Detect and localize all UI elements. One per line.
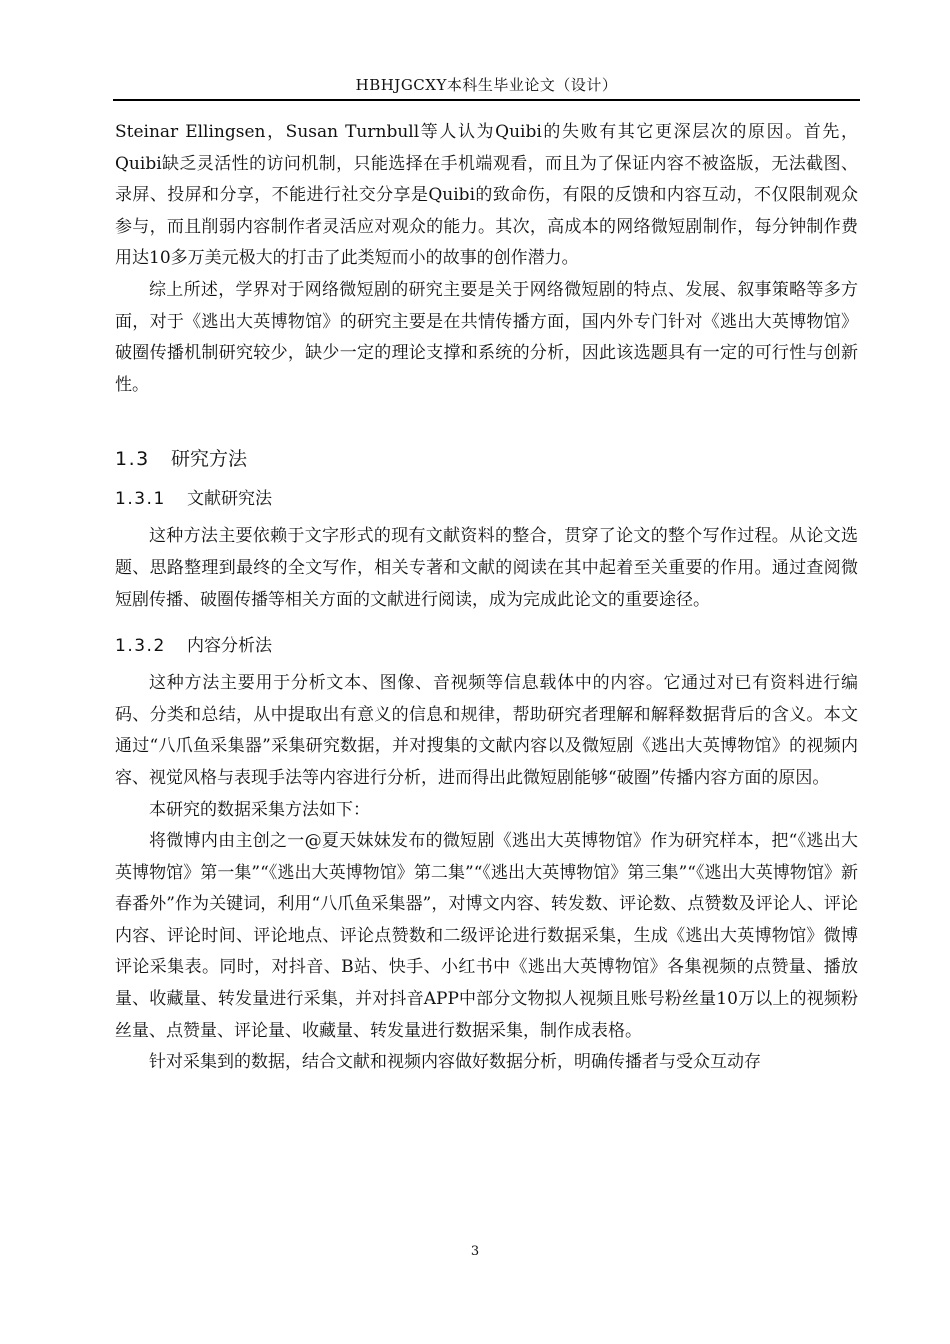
paragraph-data-collection-method: 将微博内由主创之一@夏天妹妹发布的微短剧《逃出大英博物馆》作为研究样本，把“《逃出大英博物馆》第一集”“《逃出大英博物馆》第二集”“《逃出大英博物馆》第三集”“《逃出大英博物馆》新春番外”作为关键词，利用“八爪鱼采集器”，对博文内容、转发数、评论数、点赞数及评论人、评论内容、评论时间、评论地点、评论点赞数和二级评论进行数据采集，生成《逃出大英博物馆》微博评论采集表。同时，对抖音、B站、快手、小红书中《逃出大英博物馆》各集视频的点赞量、播放量、收藏量、转发量进行采集，并对抖音APP中部分文物拟人视频且账号粉丝量10万以上的视频粉丝量、点赞量、评论量、收藏量、转发量进行数据采集，制作成表格。 bbox=[115, 831, 858, 1041]
subsection-heading-1-3-2 bbox=[115, 632, 858, 660]
section-heading-1-3 bbox=[115, 445, 858, 473]
page-content bbox=[115, 117, 858, 1079]
section-number: 1.3 bbox=[115, 448, 150, 471]
paragraph-data-collection-intro: 本研究的数据采集方法如下： bbox=[149, 799, 370, 820]
page-number: 3 bbox=[470, 1244, 480, 1259]
header-rule bbox=[113, 99, 860, 101]
section-title: 研究方法 bbox=[171, 448, 248, 471]
paragraph-literature-method: 这种方法主要依赖于文字形式的现有文献资料的整合，贯穿了论文的整个写作过程。从论文选题、思路整理到最终的全文写作，相关专著和文献的阅读在其中起着至关重要的作用。通过查阅微短剧传播、破圈传播等相关方面的文献进行阅读，成为完成此论文的重要途径。 bbox=[115, 526, 858, 610]
subsection-title: 内容分析法 bbox=[187, 636, 272, 657]
subsection-title: 文献研究法 bbox=[187, 489, 272, 510]
subsection-heading-1-3-1 bbox=[115, 485, 858, 513]
running-header: HBHJGCXY本科生毕业论文（设计） bbox=[355, 76, 618, 94]
paragraph-literature-summary: 综上所述，学界对于网络微短剧的研究主要是关于网络微短剧的特点、发展、叙事策略等多方面，对于《逃出大英博物馆》的研究主要是在共情传播方面，国内外专门针对《逃出大英博物馆》破圈传播机制研究较少，缺少一定的理论支撑和系统的分析，因此该选题具有一定的可行性与创新性。 bbox=[115, 279, 858, 395]
subsection-number: 1.3.2 bbox=[115, 636, 166, 657]
subsection-number: 1.3.1 bbox=[115, 489, 166, 510]
paragraph-content-analysis: 这种方法主要用于分析文本、图像、音视频等信息载体中的内容。它通过对已有资料进行编码、分类和总结，从中提取出有意义的信息和规律，帮助研究者理解和解释数据背后的含义。本文通过“八爪鱼采集器”采集研究数据，并对搜集的文献内容以及微短剧《逃出大英博物馆》的视频内容、视觉风格与表现手法等内容进行分析，进而得出此微短剧能够“破圈”传播内容方面的原因。 bbox=[115, 673, 858, 788]
paragraph-quibi-failure: Steinar Ellingsen，Susan Turnbull等人认为Quibi的失败有其它更深层次的原因。首先，Quibi缺乏灵活性的访问机制，只能选择在手机端观看，而且为了保证内容不被盗版，无法截图、录屏、投屏和分享，不能进行社交分享是Quibi的致命伤，有限的反馈和内容互动，不仅限制观众参与，而且削弱内容制作者灵活应对观众的能力。其次，高成本的网络微短剧制作，每分钟制作费用达10多万美元极大的打击了此类短而小的故事的创作潜力。 bbox=[115, 122, 858, 269]
paragraph-data-analysis: 针对采集到的数据，结合文献和视频内容做好数据分析，明确传播者与受众互动存 bbox=[149, 1052, 761, 1073]
